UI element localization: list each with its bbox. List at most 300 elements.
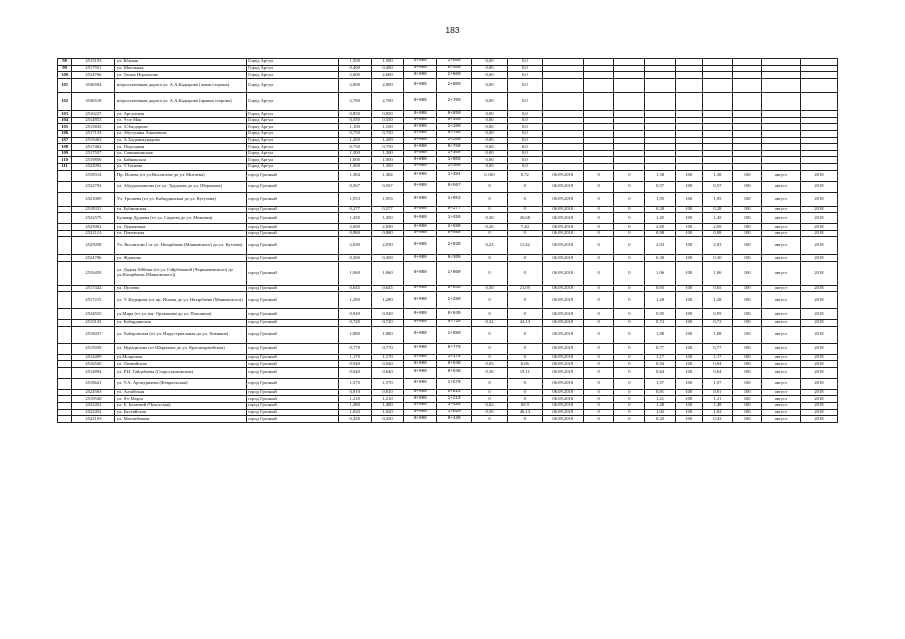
table-cell: 0,949 [371,309,404,320]
table-cell: 100 [675,170,702,181]
table-cell: 0 [583,230,614,237]
table-cell [733,164,762,171]
table-cell: 100 [733,285,762,292]
table-cell: 0,98 [702,230,733,237]
table-cell: 06.09.2018 [542,361,583,368]
table-row [58,181,838,192]
table-cell: город Грозный [246,255,338,262]
table-cell: 0+300 [437,255,472,262]
table-cell: 108 [58,144,72,151]
table-cell: 100 [675,320,702,327]
table-cell: 0 [507,181,542,192]
table-cell: 100 [733,409,762,416]
table-cell: 100 [733,326,762,343]
table-cell: 1+200 [437,137,472,144]
table-cell: ул. Балтийская [115,409,246,416]
table-cell [762,137,801,144]
table-cell: август [762,237,801,255]
table-cell [542,124,583,131]
table-cell: 06.09.2018 [542,224,583,231]
table-cell [614,144,645,151]
table-cell [583,124,614,131]
table-cell: ул. Державина [115,224,246,231]
table-cell: ул. 9-ое Мая [115,117,246,124]
table-cell: ул. Школьная [115,65,246,72]
table-cell: 21,05 [507,285,542,292]
table-cell [583,72,614,79]
table-cell: 0,810 [338,389,371,396]
table-cell: город Грозный [246,354,338,361]
table-cell: Город Аргун [246,111,338,118]
table-cell: ул. Бубнинская [115,206,246,213]
table-cell: 0 [614,326,645,343]
table-cell: 0+720 [437,320,472,327]
table-cell: 0.100 [472,170,508,181]
table-cell [614,93,645,111]
table-cell: 06.09.2018 [542,403,583,410]
table-cell: 1,88 [702,326,733,343]
table-cell: 0 [583,224,614,231]
table-cell: 0,940 [371,361,404,368]
table-cell [762,65,801,72]
table-cell [702,93,733,111]
table-cell: 100 [675,230,702,237]
table-row [58,237,838,255]
table-cell: 2018 [800,354,837,361]
table-row [58,396,838,403]
table-cell: 0,350 [338,117,371,124]
table-cell: 1,17 [702,354,733,361]
table-cell [702,78,733,93]
table-cell: 2+700 [437,93,472,111]
table-cell: 2,69 [645,224,676,231]
table-cell [58,285,72,292]
table-cell [702,117,733,124]
table-cell: 0 [507,192,542,206]
table-cell: 2522092 [72,164,115,171]
table-cell: 0+000 [404,237,437,255]
table-cell [583,117,614,124]
table-cell: 0,720 [338,320,371,327]
table-cell: август [762,367,801,378]
table-cell: город Грозный [246,285,338,292]
table-cell [542,131,583,138]
table-cell: август [762,396,801,403]
table-cell: август [762,343,801,354]
table-cell: 0,980 [371,230,404,237]
table-cell: 1,100 [338,124,371,131]
table-cell [702,137,733,144]
table-cell [58,192,72,206]
table-cell: 0,0 [507,144,542,151]
table-row [58,206,838,213]
table-cell: 0 [507,354,542,361]
table-cell: 2521009 [72,192,115,206]
table-cell [542,78,583,93]
table-cell: город Грозный [246,292,338,309]
table-cell: август [762,378,801,389]
table-cell: 2517462 [72,144,115,151]
table-cell [800,72,837,79]
table-cell: 0 [614,170,645,181]
table-cell: 0 [583,326,614,343]
table-cell: 1,500 [371,59,404,66]
table-cell: 100 [675,326,702,343]
table-cell: 0,567 [338,181,371,192]
table-cell: 06.09.2018 [542,213,583,224]
table-cell: ул. 8-е Марта [115,396,246,403]
table-cell: 1+300 [437,164,472,171]
table-cell: 2519143 [72,320,115,327]
table-cell [614,137,645,144]
table-cell: 2018 [800,409,837,416]
table-cell: 0,770 [371,343,404,354]
table-cell: 100 [675,378,702,389]
table-cell [614,72,645,79]
table-cell [762,164,801,171]
table-cell: 0,00 [472,144,508,151]
table-cell: ул. Абдурахманова (от ул. Трудовая до ул. Шерипова) [115,181,246,192]
table-cell: 0,32 [472,320,508,327]
table-cell: 0 [583,396,614,403]
table-cell: 0 [614,361,645,368]
table-row [58,78,838,93]
table-cell: ул. Пугаева [115,285,246,292]
table-cell: 0 [507,230,542,237]
table-cell: 0,640 [338,367,371,378]
road-register-table [57,58,838,423]
table-cell [614,111,645,118]
table-cell: 06.09.2018 [542,237,583,255]
table-cell: 100 [733,192,762,206]
table-cell: 2018 [800,367,837,378]
table-cell: 2018 [800,230,837,237]
table-cell [58,309,72,320]
table-cell [702,144,733,151]
table-cell: 100 [733,403,762,410]
table-cell: 0+000 [404,224,437,231]
table-cell: 0+000 [404,230,437,237]
table-cell [583,78,614,93]
table-row [58,262,838,286]
table-cell: 0 [614,181,645,192]
table-cell: 1,88 [645,326,676,343]
table-cell: 2018 [800,224,837,231]
table-cell: 0,300 [338,255,371,262]
table-cell: 100 [675,367,702,378]
table-cell [762,78,801,93]
table-cell: 0+000 [404,309,437,320]
table-cell [733,124,762,131]
table-cell: 100 [675,416,702,423]
table-cell: ул. Нурадилова (от Шерипова до ул. Красноармейская) [115,343,246,354]
table-cell: 100 [733,170,762,181]
table-cell: 1,45 [702,213,733,224]
table-cell: 1,28 [645,292,676,309]
table-cell: 2518314 [72,170,115,181]
table-cell: 0+000 [404,396,437,403]
table-cell: 1+100 [437,124,472,131]
table-cell: август [762,213,801,224]
table-cell: 0+000 [404,320,437,327]
table-cell: город Грозный [246,224,338,231]
table-cell: 100 [675,389,702,396]
table-cell [614,124,645,131]
table-cell [733,150,762,157]
table-cell [542,65,583,72]
table-cell: 06.09.2018 [542,181,583,192]
table-cell: 111 [58,164,72,171]
table-body [58,59,838,423]
table-cell [762,157,801,164]
table-cell: 0,0 [507,65,542,72]
table-cell: 2517557 [72,150,115,157]
table-cell: ул.Мопровая [115,354,246,361]
table-cell: 1,953 [371,192,404,206]
table-cell [542,72,583,79]
table-cell: 0 [472,262,508,286]
table-cell: 0 [614,367,645,378]
table-cell [645,164,676,171]
table-cell [733,157,762,164]
table-cell: 2516037 [72,326,115,343]
table-cell: 2516540 [72,361,115,368]
table-cell: 3546504 [72,78,115,93]
table-cell: 0,00 [472,150,508,157]
table-cell: 2+690 [437,224,472,231]
table-cell: 2524555 [72,309,115,320]
table-cell: 0+000 [404,206,437,213]
table-cell: 1,02 [702,409,733,416]
table-cell: 100 [675,361,702,368]
table-cell: 0 [614,396,645,403]
table-cell: 1,480 [371,403,404,410]
table-cell: 06.09.2018 [542,396,583,403]
table-cell: 0 [583,237,614,255]
table-row [58,403,838,410]
table-cell: Бульвар Дудаева (от ул. Садаева до ул. Межевая) [115,213,246,224]
table-cell: 1,000 [338,157,371,164]
table-cell: город Грозный [246,181,338,192]
table-cell [675,78,702,93]
table-cell: 0 [583,206,614,213]
table-cell: 0,62 [472,403,508,410]
table-cell: 2,690 [338,224,371,231]
table-cell [675,59,702,66]
table-cell: 0 [472,326,508,343]
table-cell: 0,640 [371,367,404,378]
table-cell [583,65,614,72]
table-cell [583,144,614,151]
table-cell: 2,800 [338,78,371,93]
table-cell: 1+280 [437,292,472,309]
table-cell [58,361,72,368]
table-cell: 2,030 [371,237,404,255]
table-row [58,285,838,292]
table-cell: 0+000 [404,131,437,138]
table-cell: 0 [583,192,614,206]
table-cell: 1,95 [645,192,676,206]
table-cell: 2514499 [72,354,115,361]
table-cell [675,144,702,151]
table-cell [58,367,72,378]
table-cell: 2519540 [72,396,115,403]
table-cell: 06.09.2018 [542,389,583,396]
table-cell [645,72,676,79]
table-cell: 1,38 [645,170,676,181]
table-cell: 0 [472,192,508,206]
table-cell: 2515103 [72,59,115,66]
table-cell: 0+000 [404,292,437,309]
table-cell: 2018 [800,206,837,213]
table-cell [733,144,762,151]
table-cell: 0 [583,320,614,327]
table-cell [733,111,762,118]
table-cell: Город Аргун [246,59,338,66]
table-cell: 0,0 [507,164,542,171]
table-cell: 100 [675,224,702,231]
table-cell: 2524563 [72,389,115,396]
table-cell: 0,0 [507,78,542,93]
table-cell: город Грозный [246,361,338,368]
table-cell [800,137,837,144]
table-row [58,389,838,396]
table-cell: 0,277 [338,206,371,213]
table-cell: 0,72 [507,170,542,181]
table-cell [762,150,801,157]
table-cell [645,65,676,72]
table-cell [583,137,614,144]
table-cell: 1,38 [702,170,733,181]
table-cell: 0,30 [472,285,508,292]
table-cell [800,59,837,66]
table-cell: 1,880 [338,326,371,343]
table-cell [800,93,837,111]
table-cell: город Грозный [246,403,338,410]
table-cell: 0,72 [702,320,733,327]
table-cell [583,111,614,118]
table-cell: город Грозный [246,237,338,255]
table-cell: 1,200 [338,137,371,144]
table-cell [58,230,72,237]
table-cell: 0,23 [472,237,508,255]
table-cell: 0 [472,378,508,389]
table-cell [645,137,676,144]
table-cell: 1,21 [702,396,733,403]
table-cell: август [762,403,801,410]
table-cell: 0 [614,262,645,286]
table-cell: ул. Байнакская [115,157,246,164]
table-cell: 100 [733,343,762,354]
table-row [58,292,838,309]
table-cell [645,150,676,157]
table-cell: Город Аргун [246,72,338,79]
table-cell: 0+000 [404,164,437,171]
table-cell: 0 [472,206,508,213]
table-cell: город Грозный [246,213,338,224]
table-cell: Город Аргун [246,117,338,124]
table-cell [702,131,733,138]
table-cell [675,111,702,118]
table-cell: 06.09.2018 [542,255,583,262]
table-cell: 46,13 [507,409,542,416]
table-cell: 0,0 [507,72,542,79]
table-cell: 0 [472,292,508,309]
table-cell: ул. У. Кадырова (от пр. Исаева до ул. Назарбаева (Маяковского)) [115,292,246,309]
table-cell [675,124,702,131]
table-cell: 2,69 [702,224,733,231]
table-cell: 0+430 [437,416,472,423]
table-cell: 100 [675,255,702,262]
table-cell: 2018 [800,237,837,255]
table-cell [645,59,676,66]
table-cell: город Грозный [246,262,338,286]
table-row [58,361,838,368]
table-cell [58,292,72,309]
table-cell [800,78,837,93]
table-cell: 0+000 [404,326,437,343]
table-cell: 06.09.2018 [542,409,583,416]
table-cell [675,65,702,72]
table-cell: 100 [675,403,702,410]
table-cell: 0,98 [645,230,676,237]
table-row [58,192,838,206]
table-cell: 0,430 [338,416,371,423]
table-cell: 0,770 [338,343,371,354]
table-cell: 0 [614,389,645,396]
table-cell: 06.09.2018 [542,192,583,206]
table-cell: 100 [675,396,702,403]
table-cell [702,150,733,157]
table-cell: 0 [614,230,645,237]
table-cell: 1,020 [338,409,371,416]
table-cell: 2018 [800,192,837,206]
table-cell: 0 [472,389,508,396]
table-cell: 2018 [800,213,837,224]
table-cell: 1,570 [338,378,371,389]
table-cell: 0,00 [472,111,508,118]
table-cell: ул. З.Эльдарова [115,124,246,131]
table-cell [58,378,72,389]
table-cell: 100 [733,309,762,320]
table-cell: 0 [507,292,542,309]
table-cell: 1,953 [338,192,371,206]
table-cell: 06.09.2018 [542,416,583,423]
table-cell: 1,57 [702,378,733,389]
table-cell: 0 [583,292,614,309]
table-cell: ул. Р.Н. Гайдабаева (Старосунженская) [115,367,246,378]
table-cell: 1+570 [437,378,472,389]
table-cell [733,93,762,111]
table-cell: 102 [58,93,72,111]
table-cell: 06.09.2018 [542,206,583,213]
table-cell: 0,00 [472,137,508,144]
table-cell: 100 [675,343,702,354]
table-cell: 0,50 [472,409,508,416]
table-cell: 0,77 [645,343,676,354]
table-cell: 100 [733,181,762,192]
table-cell: 2018 [800,255,837,262]
table-cell: 0 [507,255,542,262]
table-cell: 0+000 [404,361,437,368]
table-cell: 100 [733,237,762,255]
table-cell: 2,030 [338,237,371,255]
table-cell: 0 [507,206,542,213]
table-cell [675,150,702,157]
table-cell: 1+300 [437,150,472,157]
table-cell: 0,0 [507,137,542,144]
table-cell [542,150,583,157]
